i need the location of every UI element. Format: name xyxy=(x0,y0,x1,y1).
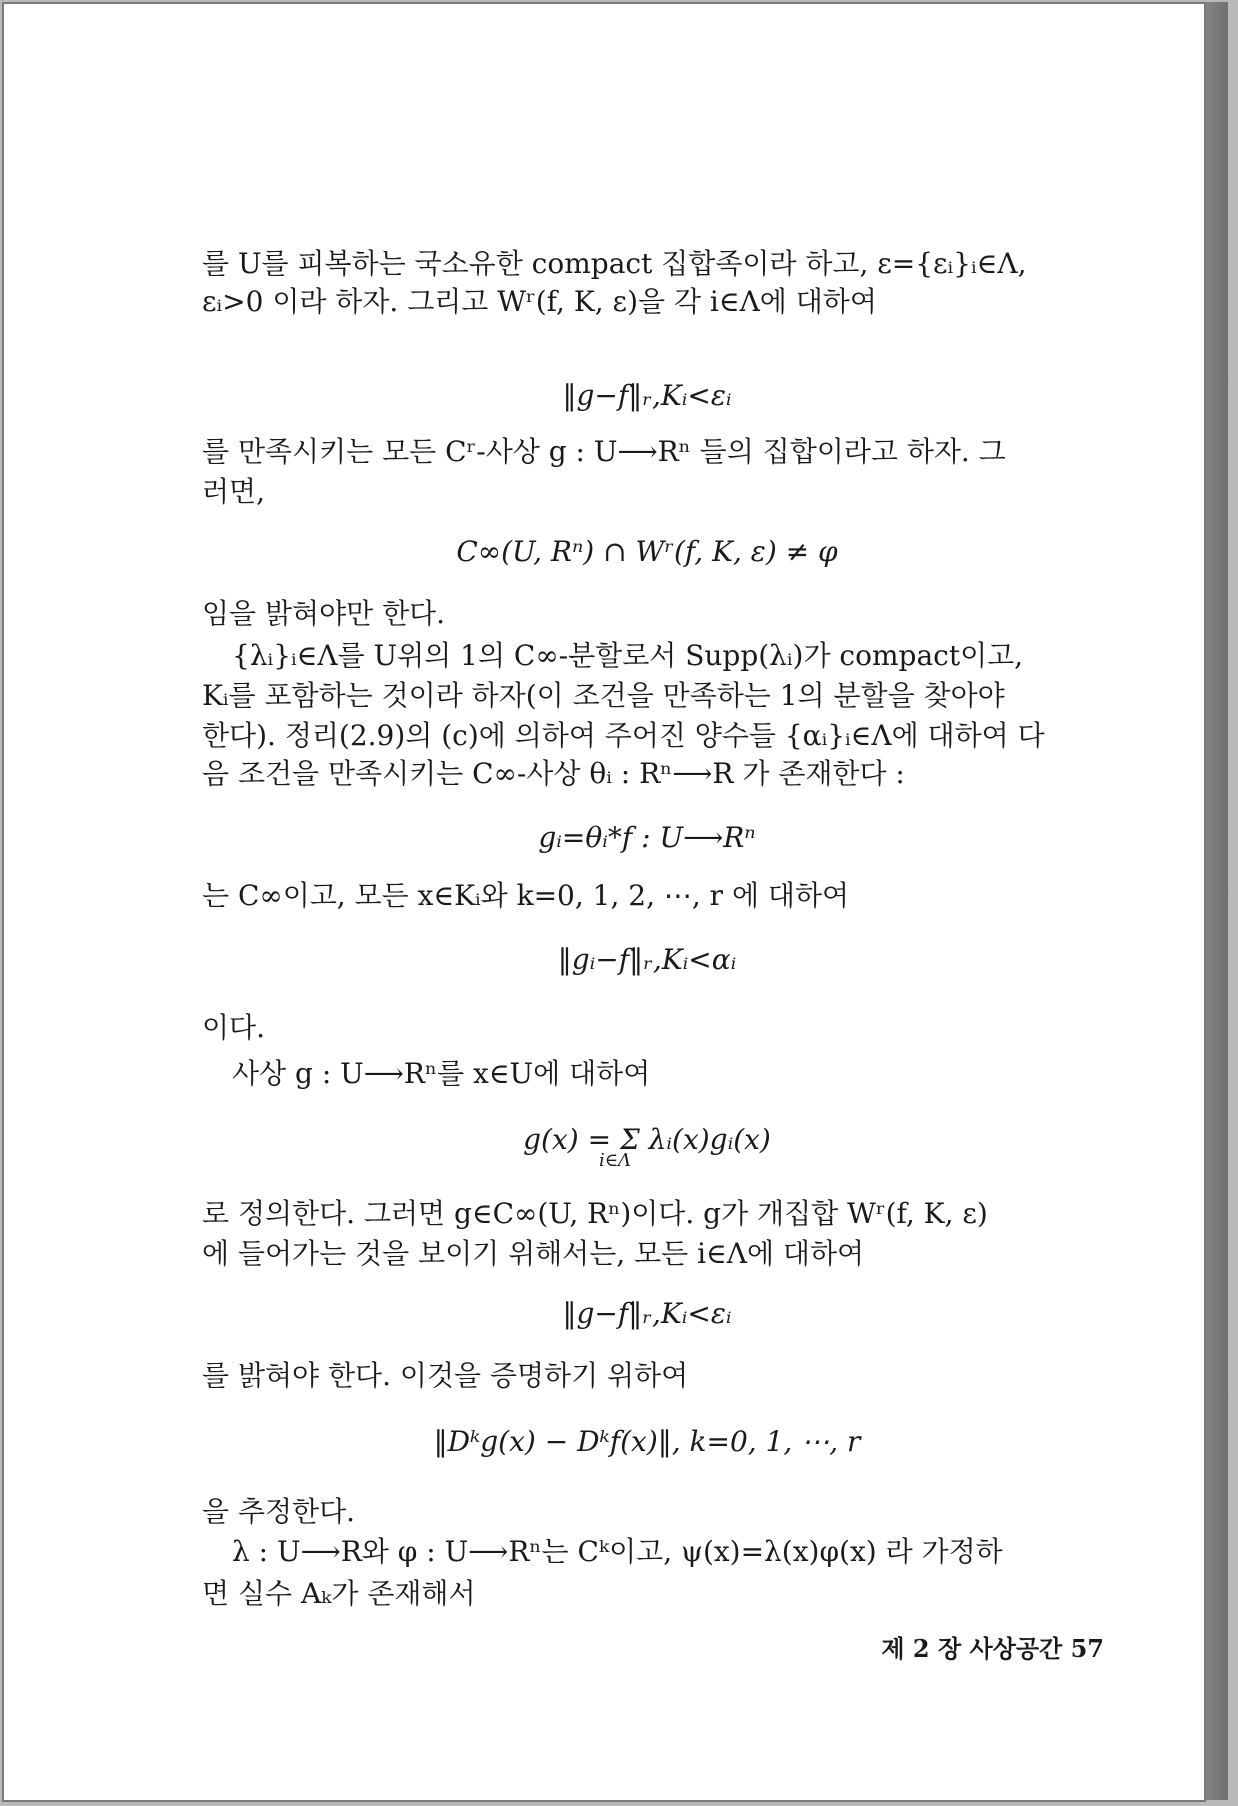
page-footer: 제 2 장 사상공간 57 xyxy=(881,1634,1104,1663)
text-line: 을 추정한다. xyxy=(202,1495,356,1528)
text-line: 를 만족시키는 모든 Cʳ-사상 g : U⟶Rⁿ 들의 집합이라고 하자. 그 xyxy=(202,435,1006,468)
text-line: εᵢ>0 이라 하자. 그리고 Wʳ(f, K, ε)을 각 i∈Λ에 대하여 xyxy=(202,285,877,318)
formula: ‖g−f‖ᵣ,Kᵢ<εᵢ xyxy=(562,379,732,412)
text-line: 러면, xyxy=(202,475,265,508)
text-line: 한다). 정리(2.9)의 (c)에 의하여 주어진 양수들 {αᵢ}ᵢ∈Λ에 대하여 다 xyxy=(202,719,1045,752)
text-line: 이다. xyxy=(202,1011,265,1044)
formula: ‖g−f‖ᵣ,Kᵢ<εᵢ xyxy=(562,1297,732,1330)
text-line: Kᵢ를 포함하는 것이라 하자(이 조건을 만족하는 1의 분할을 찾아야 xyxy=(202,679,1005,712)
formula: ‖Dᵏg(x) − Dᵏf(x)‖, k=0, 1, ⋯, r xyxy=(433,1425,861,1458)
formula-subscript: i∈Λ xyxy=(598,1150,632,1171)
text-line: 면 실수 Aₖ가 존재해서 xyxy=(202,1577,476,1610)
text-line: 임을 밝혀야만 한다. xyxy=(202,597,446,630)
text-line: λ : U⟶R와 φ : U⟶Rⁿ는 Cᵏ이고, ψ(x)=λ(x)φ(x) 라 가정하 xyxy=(232,1535,1003,1568)
text-line: 음 조건을 만족시키는 C∞-사상 θᵢ : Rⁿ⟶R 가 존재한다 : xyxy=(202,757,905,790)
text-line: 를 밝혀야 한다. 이것을 증명하기 위하여 xyxy=(202,1359,689,1392)
formula: gᵢ=θᵢ*f : U⟶Rⁿ xyxy=(538,821,756,854)
book-page xyxy=(2,2,1206,1802)
text-line: 로 정의한다. 그러면 g∈C∞(U, Rⁿ)이다. g가 개집합 Wʳ(f, K, ε) xyxy=(202,1197,988,1230)
formula: g(x) = Σ λᵢ(x)gᵢ(x) xyxy=(523,1123,771,1156)
formula: C∞(U, Rⁿ) ∩ Wʳ(f, K, ε) ≠ φ xyxy=(456,535,838,568)
text-line: 를 U를 피복하는 국소유한 compact 집합족이라 하고, ε={εᵢ}ᵢ∈Λ, xyxy=(202,247,1027,280)
text-line: 는 C∞이고, 모든 x∈Kᵢ와 k=0, 1, 2, ⋯, r 에 대하여 xyxy=(202,879,850,912)
text-line: 사상 g : U⟶Rⁿ를 x∈U에 대하여 xyxy=(232,1057,651,1090)
formula: ‖gᵢ−f‖ᵣ,Kᵢ<αᵢ xyxy=(557,943,737,976)
text-line: {λᵢ}ᵢ∈Λ를 U위의 1의 C∞-분할로서 Supp(λᵢ)가 compact이고, xyxy=(232,639,1024,672)
text-line: 에 들어가는 것을 보이기 위해서는, 모든 i∈Λ에 대하여 xyxy=(202,1237,865,1270)
